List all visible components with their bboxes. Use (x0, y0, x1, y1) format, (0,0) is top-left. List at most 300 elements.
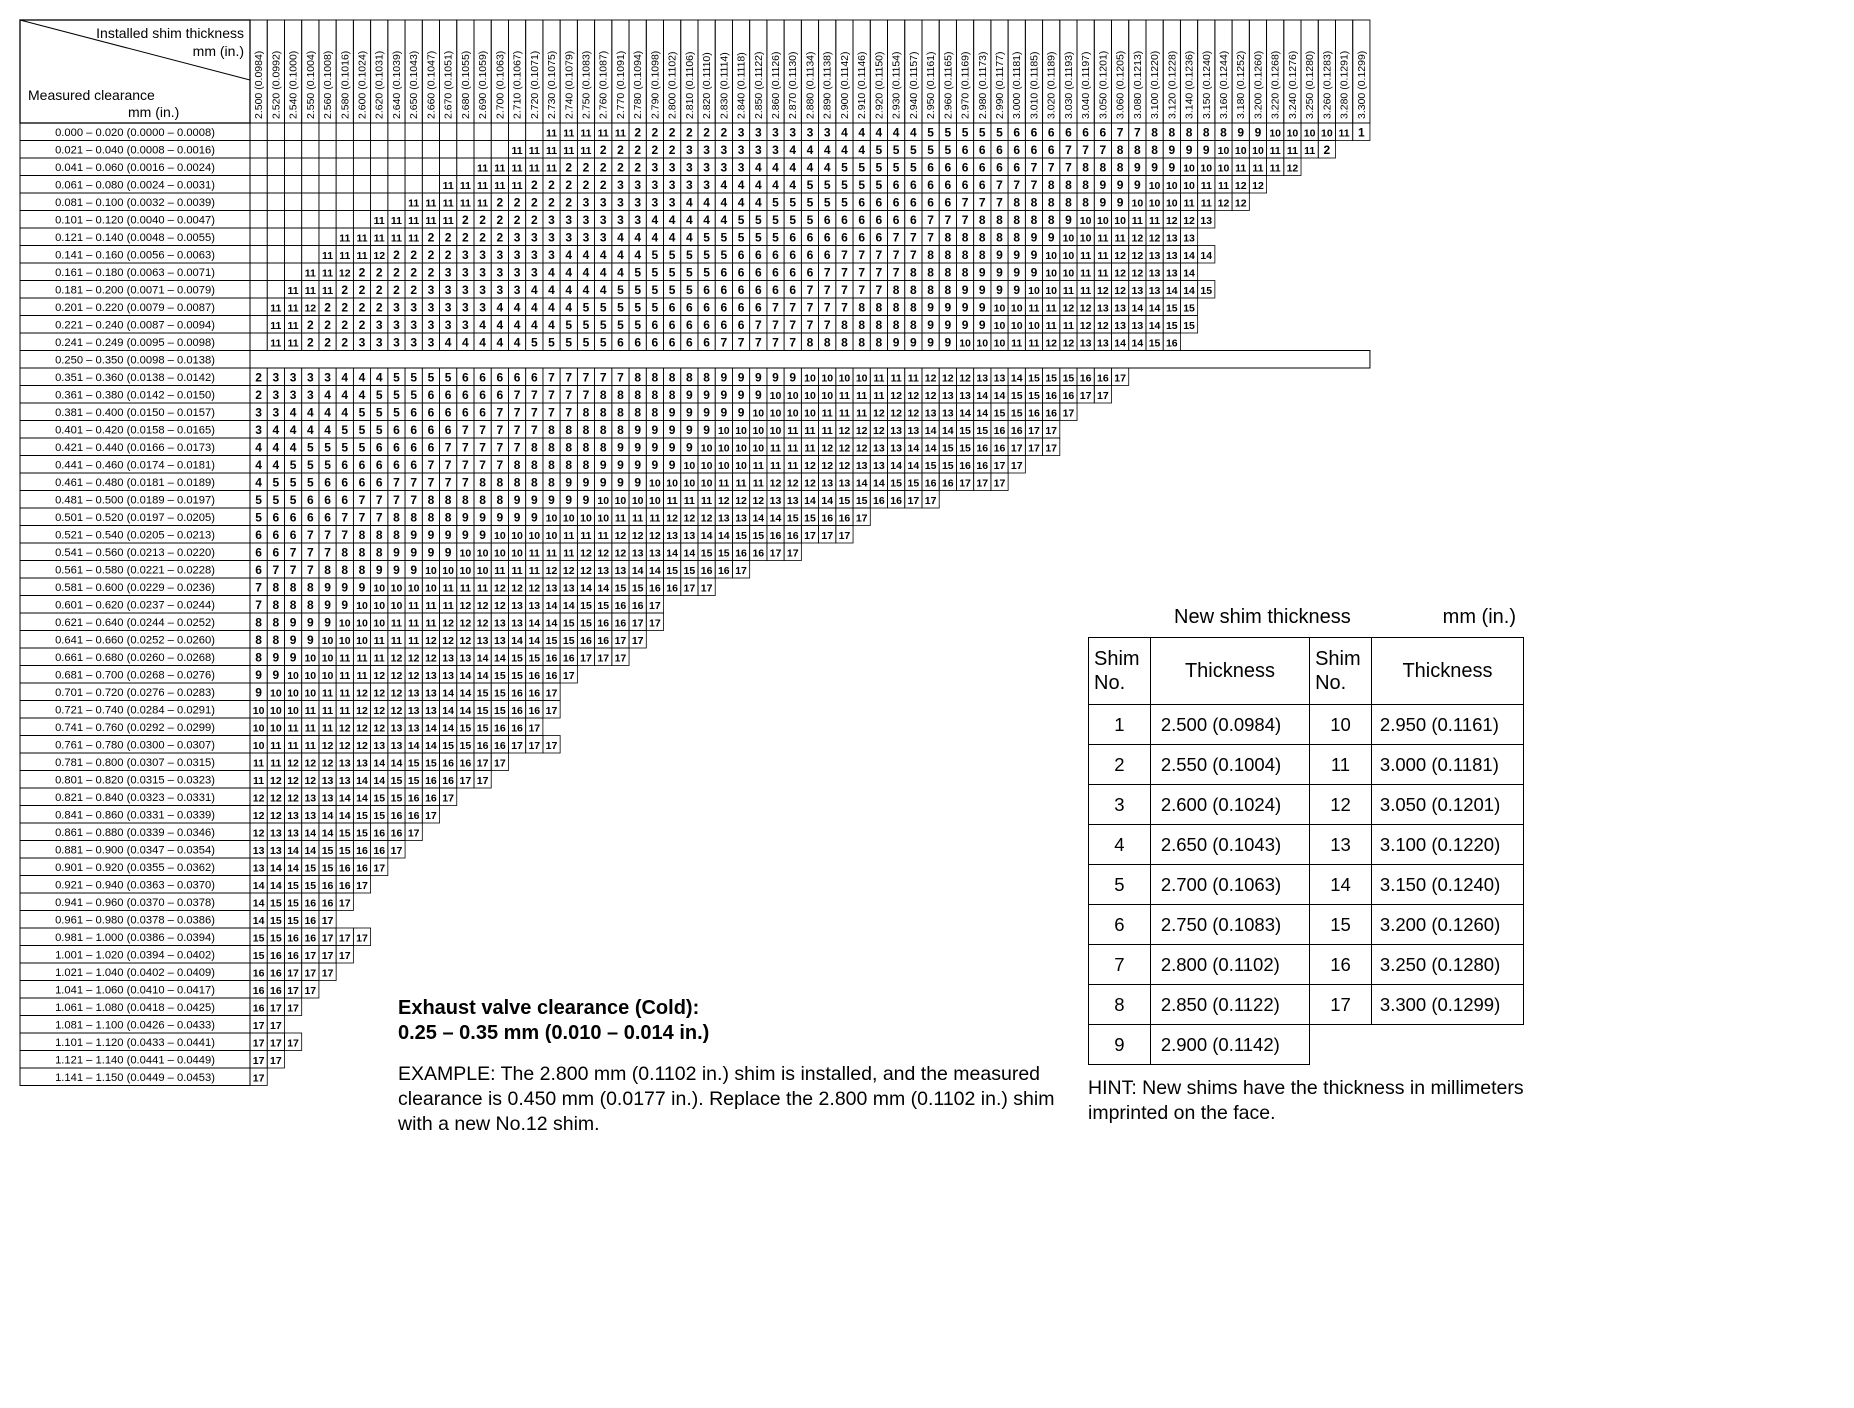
shim-number-value: 9 (393, 545, 400, 560)
shim-number-value: 16 (631, 600, 644, 612)
shim-number-value: 10 (735, 442, 747, 455)
shim-number-value: 11 (287, 740, 299, 752)
installed-thickness-label: 2.960 (0.1165) (942, 51, 955, 119)
shim-number-value: 13 (1114, 302, 1126, 315)
shim-number-value: 3 (530, 230, 538, 245)
shim-number-value: 2 (444, 248, 452, 262)
shim-number-value: 11 (838, 390, 850, 402)
shim-number-value: 6 (427, 423, 435, 437)
installed-thickness-label: 3.220 (0.1268) (1269, 50, 1282, 119)
shim-number-value: 9 (634, 423, 642, 437)
shim-number-value: 17 (528, 722, 541, 735)
new-shim-caption-title: New shim thickness (1174, 606, 1351, 628)
shim-number-value: 7 (410, 475, 418, 490)
shim-number-value: 10 (338, 635, 351, 647)
shim-number-value: 9 (1047, 230, 1055, 245)
shim-cell (267, 158, 284, 176)
shim-number-value: 14 (666, 547, 678, 560)
shim-number-value: 7 (1030, 178, 1038, 192)
shim-number-value: 6 (996, 160, 1003, 175)
measured-clearance-range: 0.561 – 0.580 (0.0221 – 0.0228) (55, 564, 215, 577)
shim-number-value: 2 (358, 318, 366, 332)
installed-thickness-label: 2.840 (0.1118) (735, 52, 748, 119)
shim-number-value: 12 (873, 425, 885, 437)
shim-number-value: 10 (321, 670, 334, 682)
shim-number-value: 12 (1114, 285, 1126, 297)
shim-number-value: 9 (651, 440, 659, 455)
shim-number-value: 6 (375, 458, 383, 472)
shim-number-value: 13 (1148, 285, 1161, 297)
shim-number-value: 11 (425, 215, 437, 227)
shim-number-value: 2 (599, 143, 607, 157)
shim-number-value: 13 (1165, 250, 1178, 262)
shim-number-value: 11 (563, 127, 575, 140)
shim-number-value: 13 (1165, 267, 1178, 280)
shim-number-value: 4 (841, 125, 848, 140)
shim-number-value: 5 (410, 370, 418, 385)
shim-number-value: 11 (477, 582, 489, 595)
installed-thickness-label: 2.700 (0.1063) (494, 50, 507, 119)
shim-number-value: 12 (649, 530, 661, 542)
shim-number-value: 7 (1082, 143, 1089, 157)
shim-number-value: 2 (617, 143, 624, 157)
shim-number-value: 2 (496, 213, 504, 227)
shim-number-value: 2 (479, 230, 486, 245)
shim-number-value: 9 (306, 633, 314, 647)
shim-number-value: 3 (754, 143, 762, 157)
shim-number-value: 14 (356, 792, 368, 805)
shim-number-value: 10 (735, 425, 747, 437)
shim-number-value: 7 (427, 458, 435, 472)
shim-number-value: 9 (410, 528, 418, 542)
shim-number-value: 8 (479, 475, 486, 490)
shim-number-value: 2 (634, 143, 642, 157)
shim-number-value: 6 (496, 388, 504, 402)
shim-number-value: 10 (1131, 197, 1144, 210)
shim-number-value: 10 (390, 582, 403, 595)
shim-number-value: 10 (1234, 145, 1247, 157)
installed-thickness-label: 3.010 (0.1185) (1028, 51, 1041, 119)
shim-number-value: 9 (961, 300, 969, 315)
shim-number-value: 6 (737, 265, 745, 280)
shim-number-value: 11 (821, 407, 833, 420)
shim-number-value: 6 (444, 423, 452, 437)
shim-number-value: 15 (752, 530, 765, 542)
shim-number-value: 3 (789, 125, 797, 140)
shim-number-value: 10 (649, 495, 661, 507)
shim-number-value: 2 (582, 178, 590, 192)
shim-number-value: 11 (270, 337, 282, 350)
shim-number-value: 9 (978, 283, 986, 297)
shim-number-value: 13 (993, 372, 1006, 385)
shim-number-value: 7 (393, 493, 400, 507)
shim-number-value: 6 (841, 230, 848, 245)
shim-number-value: 12 (1114, 250, 1126, 262)
shim-number-value: 16 (993, 442, 1006, 455)
shim-thickness: 3.100 (0.1220) (1371, 825, 1523, 865)
shim-number-value: 7 (462, 458, 469, 472)
shim-number-value: 10 (459, 565, 472, 577)
shim-number-value: 17 (476, 775, 489, 787)
shim-number-value: 9 (289, 633, 297, 647)
shim-number-value: 9 (1099, 195, 1107, 210)
shim-number-value: 8 (324, 563, 331, 577)
shim-number-value: 17 (855, 512, 868, 525)
shim-number-value: 10 (1148, 197, 1161, 210)
shim-number-value: 5 (634, 265, 642, 280)
shim-number-value: 11 (528, 162, 540, 175)
shim-number-value: 3 (324, 370, 331, 385)
shim-number-value: 15 (338, 845, 351, 857)
shim-number-value: 12 (287, 775, 299, 787)
shim-number-value: 9 (1013, 265, 1021, 280)
shim-number-value: 4 (806, 160, 814, 175)
shim-number-value: 5 (599, 300, 607, 315)
shim-number-value: 8 (358, 563, 366, 577)
shim-number-value: 6 (875, 230, 883, 245)
shim-number-value: 8 (306, 598, 314, 612)
shim-number-value: 5 (703, 265, 710, 280)
shim-number-value: 3 (306, 388, 314, 402)
shim-number-value: 3 (565, 230, 573, 245)
shim-number-value: 16 (1097, 372, 1109, 385)
shim-number-value: 9 (651, 423, 659, 437)
shim-number-value: 13 (511, 600, 523, 612)
shim-number-value: 13 (873, 442, 885, 455)
shim-number-value: 12 (356, 705, 368, 717)
shim-number-value: 6 (754, 265, 762, 280)
shim-number-value: 12 (528, 582, 541, 595)
shim-number-value: 3 (496, 265, 504, 280)
shim-number-value: 7 (789, 335, 797, 350)
shim-number-value: 11 (752, 460, 764, 472)
shim-number-value: 2 (306, 335, 314, 350)
shim-number-value: 7 (444, 475, 452, 490)
shim-number-value: 17 (493, 757, 506, 770)
shim-number-value: 11 (442, 600, 454, 612)
shim-number-value: 8 (910, 283, 917, 297)
shim-number-value: 6 (513, 370, 521, 385)
shim-number-value: 12 (907, 390, 920, 402)
shim-number-value: 3 (375, 335, 383, 350)
shim-number-value: 9 (582, 475, 590, 490)
shim-number-value: 16 (287, 932, 299, 945)
shim-number-value: 5 (393, 405, 400, 420)
shim-number-value: 12 (390, 687, 403, 700)
shim-number-value: 16 (545, 670, 558, 682)
shim-number-value: 15 (924, 460, 937, 472)
shim-row (1089, 865, 1524, 905)
shim-number-value: 8 (1082, 160, 1089, 175)
shim-number-value: 10 (769, 390, 782, 402)
shim-number-value: 11 (511, 180, 523, 192)
shim-number-value: 7 (306, 563, 314, 577)
measured-clearance-range: 0.401 – 0.420 (0.0158 – 0.0165) (55, 424, 215, 437)
shim-number-value: 9 (272, 668, 280, 682)
shim-number-value: 14 (321, 827, 334, 840)
shim-number-value: 3 (427, 283, 435, 297)
shim-number-value: 12 (270, 810, 282, 822)
shim-number-value: 11 (1252, 162, 1264, 175)
shim-number-value: 6 (324, 493, 331, 507)
shim-number-value: 9 (996, 248, 1003, 262)
shim-cell (250, 316, 267, 334)
shim-number-value: 8 (410, 510, 418, 525)
shim-number-value: 10 (1183, 162, 1195, 175)
shim-number-value: 13 (287, 827, 299, 840)
shim-number-value: 10 (821, 390, 834, 402)
shim-number-value: 17 (735, 565, 747, 577)
shim-number-value: 11 (477, 162, 489, 175)
measured-clearance-range: 0.361 – 0.380 (0.0142 – 0.0150) (55, 389, 215, 402)
shim-number-value: 6 (875, 195, 883, 210)
measured-clearance-range: 0.681 – 0.700 (0.0268 – 0.0276) (55, 669, 215, 682)
installed-thickness-label: 3.280 (0.1291) (1338, 50, 1351, 119)
shim-number-value: 17 (321, 950, 334, 962)
shim-row (1089, 945, 1524, 985)
shim-number-value: 11 (1080, 285, 1092, 297)
shim-number-value: 9 (1116, 195, 1124, 210)
installed-thickness-label: 3.120 (0.1228) (1166, 50, 1179, 119)
shim-cell (319, 228, 336, 246)
shim-number-value: 12 (1062, 337, 1075, 350)
shim-number-value: 17 (356, 880, 368, 892)
shim-number-value: 2 (548, 195, 555, 210)
shim-number-value: 16 (1045, 390, 1058, 402)
shim-number-value: 11 (339, 670, 351, 682)
shim-number-value: 12 (252, 810, 265, 822)
shim-number-value: 15 (287, 880, 299, 892)
shim-number-value: 4 (668, 230, 676, 245)
shim-number-value: 15 (321, 845, 334, 857)
shim-number-value: 11 (769, 460, 782, 472)
shim-number-value: 5 (599, 318, 607, 332)
shim-number-value: 10 (252, 705, 265, 717)
shim-number-value: 8 (341, 563, 349, 577)
shim-number-value: 17 (252, 1020, 265, 1032)
shim-number-value: 12 (924, 372, 937, 385)
shim-number-value: 12 (580, 565, 592, 577)
shim-number-value: 10 (683, 460, 696, 472)
shim-number-value: 14 (270, 880, 282, 892)
shim-number-value: 14 (373, 775, 386, 787)
measured-clearance-range: 0.861 – 0.880 (0.0339 – 0.0346) (55, 827, 215, 839)
shim-number-value: 7 (565, 405, 573, 420)
shim-number-value: 4 (565, 300, 573, 315)
shim-number-value: 7 (1013, 178, 1021, 192)
shim-number-value: 5 (927, 143, 934, 157)
shim-number: 6 (1089, 905, 1151, 945)
shim-number-value: 5 (375, 423, 383, 437)
shim-number-value: 8 (513, 458, 521, 472)
shim-number-value: 3 (462, 283, 469, 297)
shim-number-value: 3 (410, 300, 418, 315)
shim-number: 10 (1310, 705, 1372, 745)
shim-number-value: 8 (1116, 143, 1124, 157)
shim-number-value: 2 (686, 125, 693, 140)
shim-number-value: 3 (462, 300, 469, 315)
shim-number-value: 16 (528, 705, 541, 717)
shim-number-value: 10 (373, 617, 386, 630)
shim-number-value: 12 (252, 827, 265, 840)
shim-number-value: 14 (562, 600, 575, 612)
shim-number-value: 13 (442, 652, 454, 665)
shim-cell (250, 281, 267, 299)
shim-number-value: 5 (289, 458, 297, 472)
shim-number-value: 9 (703, 405, 710, 420)
shim-number-value: 12 (1148, 232, 1161, 245)
exhaust-clearance-title (398, 996, 709, 1046)
shim-number-value: 12 (717, 495, 730, 507)
shim-number-value: 11 (356, 232, 368, 245)
shim-number-value: 15 (476, 722, 489, 735)
shim-number-value: 7 (944, 213, 952, 227)
shim-number-value: 2 (599, 178, 607, 192)
shim-number-value: 4 (599, 248, 607, 262)
shim-number-value: 9 (668, 458, 676, 472)
shim-number-value: 6 (823, 248, 831, 262)
shim-number-value: 17 (476, 757, 489, 770)
installed-thickness-label: 2.550 (0.1004) (304, 50, 317, 119)
shim-number-value: 10 (545, 512, 558, 525)
shim-number-value: 11 (425, 600, 437, 612)
shim-number-value: 14 (907, 442, 920, 455)
shim-number-value: 8 (961, 248, 969, 262)
shim-number-value: 2 (393, 283, 400, 297)
shim-number-value: 15 (959, 425, 971, 437)
shim-number-value: 2 (324, 300, 331, 315)
shim-number-value: 6 (668, 318, 676, 332)
shim-number-value: 7 (582, 388, 590, 402)
shim-number-value: 11 (408, 215, 420, 227)
shim-number-value: 8 (944, 230, 952, 245)
shim-number-value: 13 (1131, 320, 1144, 332)
shim-cell (491, 123, 508, 141)
shim-number-value: 3 (444, 318, 452, 332)
shim-number-value: 4 (668, 213, 676, 227)
shim-number-value: 13 (407, 722, 420, 735)
shim-number-value: 8 (530, 440, 538, 455)
shim-number-value: 2 (393, 265, 400, 280)
shim-number-value: 12 (666, 512, 678, 525)
shim-number: 13 (1310, 825, 1372, 865)
shim-number-value: 13 (407, 705, 420, 717)
shim-number-value: 6 (858, 230, 866, 245)
shim-number-value: 10 (356, 617, 368, 630)
shim-number-value: 9 (1030, 265, 1038, 280)
shim-number-value: 9 (565, 493, 573, 507)
shim-number-value: 2 (427, 265, 435, 280)
shim-number-value: 2 (565, 160, 573, 175)
shim-number-value: 3 (737, 143, 745, 157)
shim-number-value: 11 (907, 372, 919, 385)
shim-number-value: 3 (703, 160, 710, 175)
shim-number-value: 15 (1045, 372, 1058, 385)
shim-number-value: 13 (476, 635, 489, 647)
shim-number-value: 8 (1030, 195, 1038, 210)
shim-number-value: 14 (597, 582, 610, 595)
shim-number-value: 11 (321, 250, 334, 262)
shim-number-value: 5 (858, 178, 866, 192)
shim-number-value: 11 (304, 267, 316, 280)
shim-number-value: 11 (270, 320, 282, 332)
shim-number-value: 13 (890, 442, 902, 455)
shim-number-value: 6 (479, 388, 486, 402)
shim-number-value: 7 (341, 510, 349, 525)
shim-number-value: 5 (875, 143, 883, 157)
shim-number-value: 15 (356, 827, 368, 840)
measured-clearance-unit: mm (in.) (128, 104, 180, 120)
shim-number-value: 7 (496, 405, 504, 420)
shim-number-value: 10 (425, 582, 437, 595)
shim-number-value: 9 (617, 475, 624, 490)
shim-number-value: 13 (1148, 267, 1161, 280)
measured-clearance-range: 0.121 – 0.140 (0.0048 – 0.0055) (55, 232, 215, 244)
shim-number-value: 7 (358, 493, 366, 507)
shim-number-value: 7 (927, 213, 934, 227)
shim-number-value: 3 (651, 178, 659, 192)
shim-number-value: 10 (786, 390, 799, 402)
shim-number-value: 9 (479, 528, 486, 542)
shim-number-value: 9 (927, 335, 934, 350)
shim-number-value: 8 (565, 458, 573, 472)
shim-number-value: 3 (375, 318, 383, 332)
shim-number-value: 5 (754, 213, 762, 227)
shim-number-value: 9 (289, 615, 297, 630)
shim-number-value: 17 (1097, 390, 1109, 402)
shim-number-value: 10 (1183, 180, 1195, 192)
shim-number-value: 12 (959, 372, 971, 385)
shim-number-value: 5 (651, 248, 659, 262)
header-thickness-2: Thickness (1371, 638, 1523, 705)
shim-number-value: 15 (1165, 302, 1178, 315)
shim-number-value: 4 (565, 248, 573, 262)
shim-number-value: 15 (442, 740, 454, 752)
shim-number-value: 4 (255, 458, 262, 472)
shim-number-value: 9 (599, 475, 607, 490)
shim-number-value: 15 (407, 775, 420, 787)
measured-clearance-range: 1.081 – 1.100 (0.0426 – 0.0433) (55, 1019, 215, 1032)
shim-number-value: 11 (1062, 320, 1074, 332)
shim-number-value: 5 (686, 248, 693, 262)
shim-number-value: 16 (270, 985, 282, 997)
shim-number-value: 12 (562, 565, 575, 577)
shim-cell (353, 176, 370, 194)
shim-number-value: 7 (1134, 125, 1141, 140)
shim-number-value: 6 (255, 545, 262, 560)
shim-cell (336, 141, 353, 159)
shim-number-value: 15 (1010, 407, 1023, 420)
shim-number-value: 10 (476, 547, 489, 560)
shim-number-value: 4 (686, 213, 693, 227)
shim-number-value: 17 (614, 652, 627, 665)
measured-clearance-range: 0.961 – 0.980 (0.0378 – 0.0386) (55, 914, 215, 927)
shim-number-value: 5 (582, 300, 590, 315)
shim-number-value: 13 (252, 845, 265, 857)
shim-number-value: 4 (582, 265, 590, 280)
installed-thickness-label: 2.690 (0.1059) (477, 50, 490, 119)
shim-number-value: 10 (1148, 180, 1161, 192)
shim-number-value: 17 (959, 477, 971, 490)
shim-number-value: 11 (356, 670, 368, 682)
shim-number-value: 10 (700, 477, 713, 490)
shim-number-value: 14 (1200, 250, 1213, 262)
shim-number-value: 8 (1151, 143, 1158, 157)
shim-number-value: 12 (321, 740, 334, 752)
shim-number-value: 3 (668, 160, 676, 175)
shim-number-value: 3 (479, 265, 486, 280)
shim-number-value: 3 (393, 300, 400, 315)
